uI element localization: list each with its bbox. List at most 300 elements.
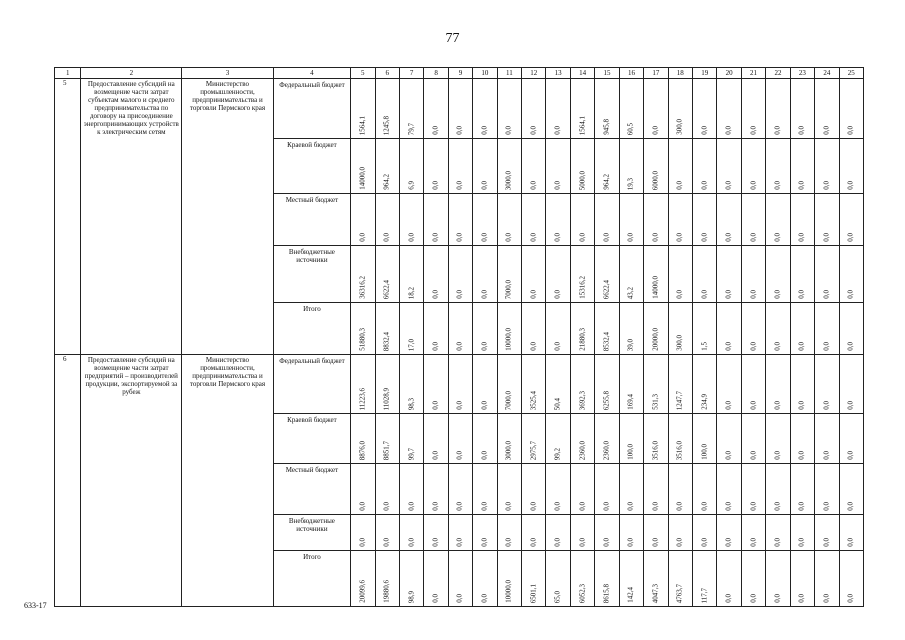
value-cell (839, 139, 863, 194)
value-text: 0,0 (724, 126, 733, 135)
value-text: 10000,0 (504, 580, 513, 603)
value-text: 0,0 (797, 126, 806, 135)
column-header: 19 (693, 68, 717, 79)
value-text: 0,0 (749, 502, 758, 511)
value-cell (375, 551, 399, 607)
value-text: 0,0 (578, 502, 587, 511)
value-cell (693, 194, 717, 246)
value-text: 0,0 (431, 126, 440, 135)
value-text: 964,2 (602, 174, 611, 190)
value-cell (644, 139, 668, 194)
value-cell (644, 79, 668, 139)
value-text: 0,0 (773, 342, 782, 351)
value-text: 0,0 (455, 594, 464, 603)
value-cell (497, 464, 521, 515)
value-cell (717, 303, 741, 355)
value-text: 0,0 (822, 342, 831, 351)
value-cell (619, 414, 643, 464)
value-text: 79,7 (407, 122, 416, 135)
value-cell (717, 194, 741, 246)
value-text: 0,0 (749, 342, 758, 351)
value-cell (815, 355, 839, 414)
value-cell (424, 414, 448, 464)
value-cell (448, 246, 472, 303)
value-text: 0,0 (797, 594, 806, 603)
value-cell (619, 139, 643, 194)
column-header: 9 (448, 68, 472, 79)
value-text: 531,3 (651, 394, 660, 410)
value-text: 0,0 (529, 502, 538, 511)
value-cell (473, 414, 497, 464)
value-cell (570, 194, 594, 246)
value-cell (644, 414, 668, 464)
value-cell (570, 139, 594, 194)
value-text: 0,0 (749, 401, 758, 410)
column-header: 8 (424, 68, 448, 79)
value-cell (375, 355, 399, 414)
column-header: 22 (766, 68, 790, 79)
value-text: 0,0 (773, 502, 782, 511)
value-text: 60,5 (626, 122, 635, 135)
value-cell (375, 414, 399, 464)
value-text: 20099,6 (358, 580, 367, 603)
value-cell (448, 303, 472, 355)
value-text: 0,0 (480, 502, 489, 511)
value-cell (815, 464, 839, 515)
value-text: 0,0 (822, 126, 831, 135)
value-cell (693, 355, 717, 414)
value-text: 0,0 (480, 451, 489, 460)
value-cell (570, 551, 594, 607)
value-cell (693, 515, 717, 551)
value-text: 14000,0 (651, 276, 660, 299)
value-text: 0,0 (382, 233, 391, 242)
value-text: 0,0 (553, 342, 562, 351)
column-header: 21 (741, 68, 765, 79)
value-cell (839, 515, 863, 551)
footer-code: 633-17 (24, 601, 47, 610)
value-cell (619, 515, 643, 551)
value-cell (473, 551, 497, 607)
value-text: 0,0 (749, 290, 758, 299)
value-cell (351, 551, 375, 607)
value-cell (693, 139, 717, 194)
value-cell (815, 246, 839, 303)
value-cell (815, 139, 839, 194)
value-cell (790, 414, 814, 464)
value-cell (522, 414, 546, 464)
value-cell (595, 464, 619, 515)
value-text: 142,4 (626, 587, 635, 603)
value-cell (619, 246, 643, 303)
value-cell (693, 303, 717, 355)
value-cell (839, 79, 863, 139)
value-cell (351, 246, 375, 303)
value-text: 21880,3 (578, 328, 587, 351)
page-number: 77 (445, 31, 460, 46)
value-text: 6000,0 (651, 170, 660, 190)
value-cell (766, 464, 790, 515)
value-cell (522, 303, 546, 355)
value-cell (473, 79, 497, 139)
value-text: 7000,0 (504, 279, 513, 299)
value-cell (790, 303, 814, 355)
value-text: 0,0 (749, 126, 758, 135)
value-text: 8876,0 (358, 440, 367, 460)
value-text: 0,0 (822, 233, 831, 242)
value-text: 0,0 (724, 233, 733, 242)
value-cell (717, 464, 741, 515)
value-cell (375, 79, 399, 139)
value-cell (766, 303, 790, 355)
funding-source-cell: Федеральный бюджет (273, 79, 350, 139)
value-cell (619, 303, 643, 355)
value-cell (497, 246, 521, 303)
value-cell (399, 464, 423, 515)
value-text: 0,0 (431, 181, 440, 190)
value-cell (790, 355, 814, 414)
value-cell (522, 551, 546, 607)
value-cell (351, 414, 375, 464)
funding-source-cell: Итого (273, 303, 350, 355)
value-text: 0,0 (578, 233, 587, 242)
value-cell (424, 464, 448, 515)
value-text: 1,5 (700, 342, 709, 351)
value-cell (839, 551, 863, 607)
value-text: 0,0 (553, 181, 562, 190)
value-cell (448, 551, 472, 607)
value-cell (399, 79, 423, 139)
value-text: 0,0 (651, 126, 660, 135)
value-text: 0,0 (626, 538, 635, 547)
value-text: 0,0 (675, 233, 684, 242)
value-cell (741, 515, 765, 551)
value-text: 51880,3 (358, 328, 367, 351)
funding-source-cell: Внебюджетные источники (273, 515, 350, 551)
value-text: 0,0 (846, 342, 855, 351)
value-text: 0,0 (553, 233, 562, 242)
value-text: 6622,4 (382, 279, 391, 299)
value-text: 0,0 (431, 594, 440, 603)
value-cell (497, 303, 521, 355)
value-text: 0,0 (773, 594, 782, 603)
value-cell (424, 303, 448, 355)
value-cell (693, 464, 717, 515)
value-text: 117,7 (700, 587, 709, 603)
value-cell (644, 246, 668, 303)
value-text: 0,0 (431, 290, 440, 299)
value-cell (790, 79, 814, 139)
value-text: 0,0 (553, 290, 562, 299)
value-text: 0,0 (626, 233, 635, 242)
value-text: 0,0 (407, 233, 416, 242)
value-cell (668, 194, 692, 246)
value-text: 1564,1 (578, 115, 587, 135)
value-text: 0,0 (651, 502, 660, 511)
value-cell (644, 515, 668, 551)
value-cell (424, 246, 448, 303)
value-cell (424, 139, 448, 194)
value-text: 0,0 (455, 290, 464, 299)
value-cell (473, 355, 497, 414)
value-text: 0,0 (797, 538, 806, 547)
value-cell (473, 464, 497, 515)
value-cell (546, 515, 570, 551)
value-cell (815, 515, 839, 551)
value-cell (644, 303, 668, 355)
value-cell (790, 551, 814, 607)
value-text: 0,0 (675, 290, 684, 299)
value-text: 8851,7 (382, 440, 391, 460)
value-cell (399, 303, 423, 355)
value-text: 945,8 (602, 119, 611, 135)
table-body (55, 79, 864, 607)
value-cell (815, 194, 839, 246)
value-text: 11223,6 (358, 387, 367, 410)
value-cell (399, 194, 423, 246)
value-cell (668, 551, 692, 607)
executor-cell: Министерство промышленности, предпринимательства и торговли Пермского края (182, 355, 274, 607)
value-cell (741, 303, 765, 355)
value-text: 3000,0 (504, 170, 513, 190)
value-text: 0,0 (382, 502, 391, 511)
value-cell (570, 79, 594, 139)
value-cell (570, 303, 594, 355)
value-cell (351, 515, 375, 551)
value-text: 0,0 (700, 290, 709, 299)
value-text: 0,0 (480, 401, 489, 410)
value-text: 0,0 (724, 401, 733, 410)
value-cell (839, 414, 863, 464)
value-text: 300,0 (675, 119, 684, 135)
value-text: 0,0 (553, 126, 562, 135)
value-text: 0,0 (773, 290, 782, 299)
column-header: 23 (790, 68, 814, 79)
column-header: 17 (644, 68, 668, 79)
value-text: 0,0 (773, 233, 782, 242)
value-text: 0,0 (455, 126, 464, 135)
value-cell (644, 194, 668, 246)
value-text: 0,0 (602, 502, 611, 511)
value-text: 5000,0 (578, 170, 587, 190)
value-cell (399, 355, 423, 414)
value-text: 20000,0 (651, 328, 660, 351)
value-text: 0,0 (773, 181, 782, 190)
value-cell (546, 139, 570, 194)
value-cell (668, 515, 692, 551)
value-cell (790, 139, 814, 194)
value-cell (668, 303, 692, 355)
value-cell (619, 464, 643, 515)
value-cell (473, 515, 497, 551)
value-cell (399, 246, 423, 303)
funding-source-cell: Краевой бюджет (273, 139, 350, 194)
value-cell (570, 464, 594, 515)
measure-name-cell: Предоставление субсидий на возмещение части затрат предприятий – производителей продукции, экспортируемой за рубеж (81, 355, 182, 607)
value-cell (693, 246, 717, 303)
funding-source-cell: Внебюджетные источники (273, 246, 350, 303)
column-header: 10 (473, 68, 497, 79)
value-text: 0,0 (797, 451, 806, 460)
value-text: 7000,0 (504, 390, 513, 410)
value-text: 65,0 (553, 590, 562, 603)
value-cell (693, 551, 717, 607)
value-text: 0,0 (797, 290, 806, 299)
value-cell (399, 139, 423, 194)
value-text: 0,0 (529, 126, 538, 135)
value-text: 0,0 (602, 233, 611, 242)
value-cell (570, 515, 594, 551)
value-text: 0,0 (797, 401, 806, 410)
column-header: 2 (81, 68, 182, 79)
value-text: 0,0 (455, 342, 464, 351)
value-text: 0,0 (724, 290, 733, 299)
value-text: 0,0 (846, 401, 855, 410)
value-cell (693, 414, 717, 464)
value-text: 0,0 (504, 126, 513, 135)
value-text: 0,0 (846, 538, 855, 547)
value-text: 6052,3 (578, 583, 587, 603)
value-text: 0,0 (455, 181, 464, 190)
value-cell (497, 355, 521, 414)
value-text: 0,0 (529, 181, 538, 190)
value-cell (839, 194, 863, 246)
value-text: 0,0 (773, 451, 782, 460)
value-cell (790, 194, 814, 246)
value-cell (375, 194, 399, 246)
value-text: 98,9 (407, 590, 416, 603)
funding-source-cell: Краевой бюджет (273, 414, 350, 464)
value-text: 0,0 (700, 233, 709, 242)
value-cell (741, 79, 765, 139)
value-cell (619, 355, 643, 414)
value-cell (448, 414, 472, 464)
value-cell (766, 414, 790, 464)
value-text: 0,0 (797, 233, 806, 242)
value-text: 8615,8 (602, 583, 611, 603)
value-cell (668, 139, 692, 194)
value-cell (619, 551, 643, 607)
value-cell (399, 414, 423, 464)
value-text: 0,0 (431, 502, 440, 511)
value-text: 964,2 (382, 174, 391, 190)
value-text: 0,0 (431, 538, 440, 547)
column-header: 7 (399, 68, 423, 79)
value-cell (790, 246, 814, 303)
value-text: 3516,0 (651, 440, 660, 460)
value-cell (570, 355, 594, 414)
value-cell (448, 139, 472, 194)
header-row (55, 68, 864, 79)
value-text: 300,0 (675, 335, 684, 351)
value-text: 0,0 (455, 502, 464, 511)
value-text: 0,0 (455, 451, 464, 460)
value-text: 0,0 (846, 181, 855, 190)
value-text: 19880,6 (382, 580, 391, 603)
value-text: 10000,0 (504, 328, 513, 351)
value-text: 19,3 (626, 177, 635, 190)
value-cell (375, 515, 399, 551)
value-cell (522, 139, 546, 194)
value-cell (473, 139, 497, 194)
value-cell (595, 551, 619, 607)
value-text: 0,0 (749, 233, 758, 242)
value-cell (741, 246, 765, 303)
value-text: 0,0 (724, 594, 733, 603)
value-text: 6501,1 (529, 583, 538, 603)
value-cell (375, 303, 399, 355)
value-text: 0,0 (553, 502, 562, 511)
value-text: 0,0 (431, 342, 440, 351)
value-text: 0,0 (822, 451, 831, 460)
funding-source-cell: Местный бюджет (273, 194, 350, 246)
value-text: 15316,2 (578, 276, 587, 299)
value-text: 0,0 (700, 538, 709, 547)
value-text: 0,0 (529, 538, 538, 547)
value-cell (546, 551, 570, 607)
value-text: 43,2 (626, 286, 635, 299)
value-cell (619, 194, 643, 246)
column-header: 14 (570, 68, 594, 79)
value-cell (717, 79, 741, 139)
value-text: 99,7 (407, 447, 416, 460)
value-cell (351, 194, 375, 246)
column-header: 13 (546, 68, 570, 79)
value-cell (522, 355, 546, 414)
value-text: 100,0 (626, 444, 635, 460)
value-cell (399, 551, 423, 607)
value-text: 0,0 (773, 126, 782, 135)
value-cell (668, 246, 692, 303)
value-cell (570, 246, 594, 303)
value-text: 8832,4 (382, 331, 391, 351)
value-cell (351, 79, 375, 139)
value-cell (741, 551, 765, 607)
value-cell (595, 303, 619, 355)
value-text: 0,0 (724, 342, 733, 351)
value-cell (741, 139, 765, 194)
value-cell (424, 515, 448, 551)
value-cell (766, 246, 790, 303)
value-text: 0,0 (358, 502, 367, 511)
value-cell (497, 414, 521, 464)
value-text: 14000,0 (358, 167, 367, 190)
value-cell (497, 551, 521, 607)
column-header: 5 (351, 68, 375, 79)
value-text: 0,0 (797, 342, 806, 351)
value-cell (448, 515, 472, 551)
value-cell (815, 303, 839, 355)
value-cell (473, 303, 497, 355)
column-header: 3 (182, 68, 274, 79)
value-text: 0,0 (529, 290, 538, 299)
value-cell (424, 194, 448, 246)
value-text: 0,0 (431, 451, 440, 460)
row-number-cell: 6 (55, 355, 81, 607)
value-text: 4763,7 (675, 583, 684, 603)
value-cell (473, 246, 497, 303)
value-cell (351, 355, 375, 414)
value-text: 0,0 (846, 451, 855, 460)
value-text: 0,0 (846, 126, 855, 135)
value-text: 0,0 (455, 538, 464, 547)
value-cell (424, 79, 448, 139)
value-text: 3525,4 (529, 390, 538, 410)
value-text: 0,0 (822, 502, 831, 511)
value-cell (448, 464, 472, 515)
funding-source-cell: Федеральный бюджет (273, 355, 350, 414)
value-text: 0,0 (602, 538, 611, 547)
